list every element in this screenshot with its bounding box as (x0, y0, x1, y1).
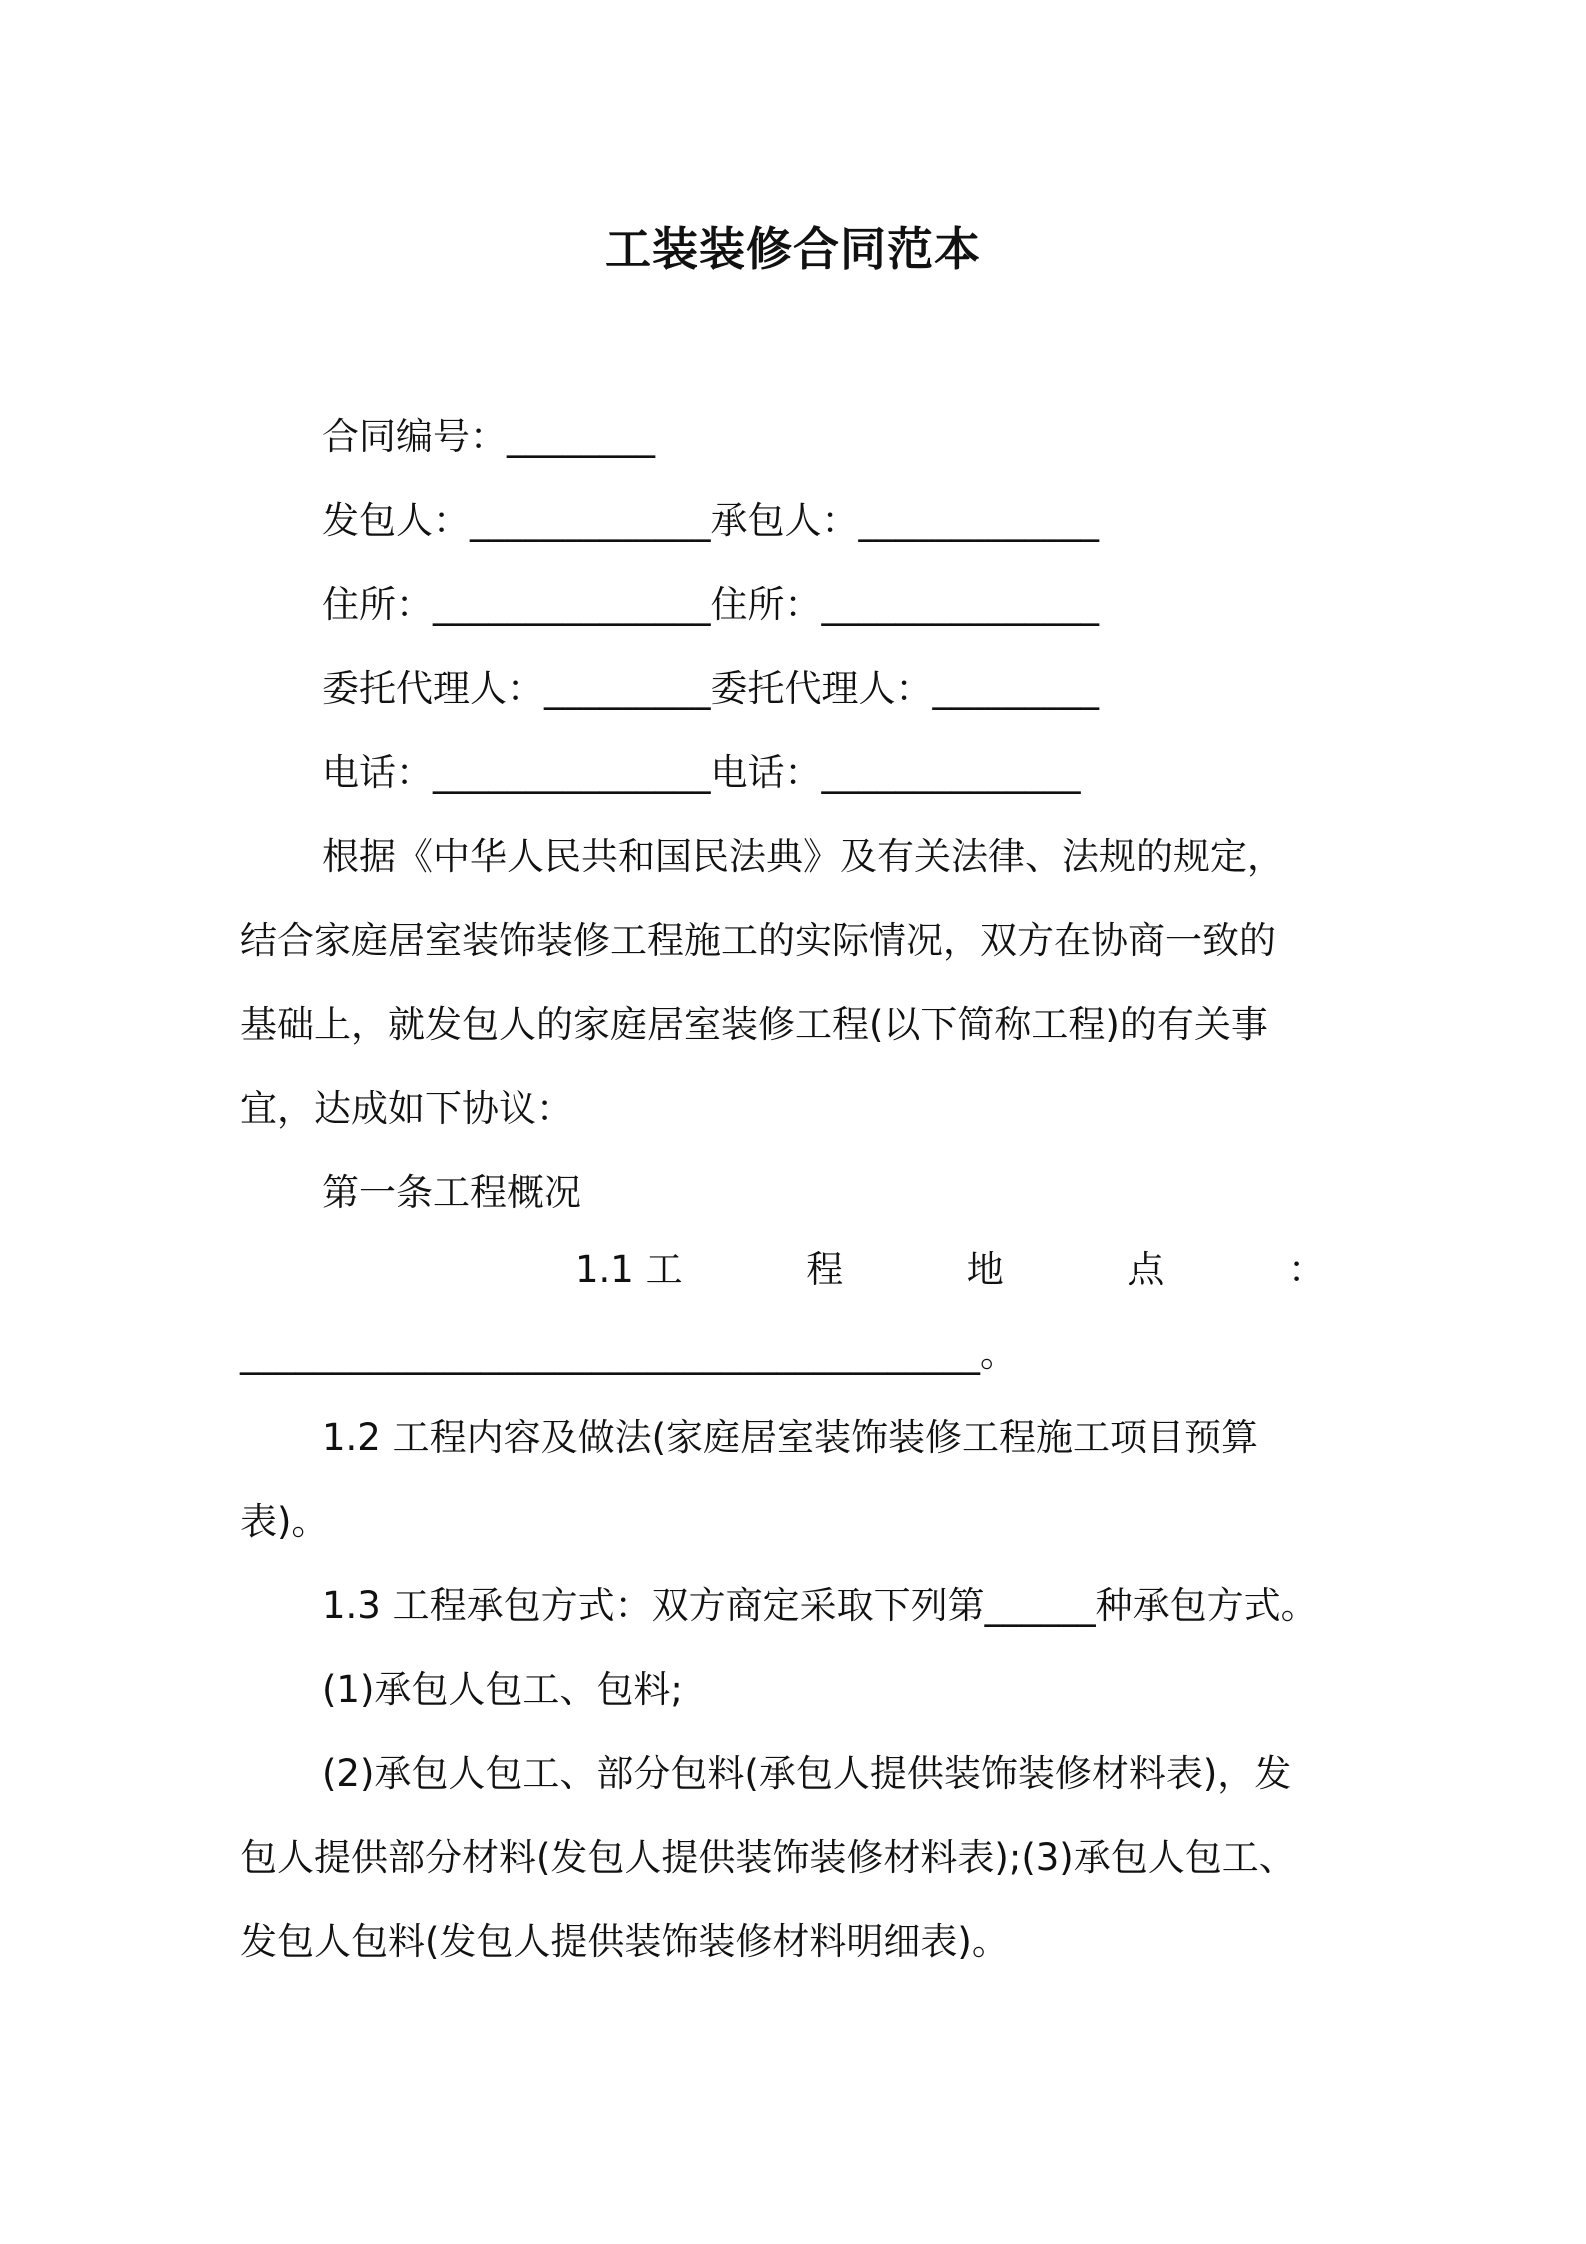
contract-number-line: 合同编号：________ (322, 415, 655, 458)
option-2-line-2: 包人提供部分材料(发包人提供装饰装修材料表);(3)承包人包工、 (240, 1836, 1296, 1879)
page-title: 工装装修合同范本 (605, 222, 981, 276)
item-1-3: 1.3 工程承包方式：双方商定采取下列第______种承包方式。 (322, 1584, 1318, 1627)
option-2-line-1: (2)承包人包工、部分包料(承包人提供装饰装修材料表)，发 (322, 1752, 1292, 1795)
preamble-line-1: 根据《中华人民共和国民法典》及有关法律、法规的规定， (322, 835, 1284, 878)
party-line: 发包人：_____________承包人：_____________ (322, 499, 1099, 542)
preamble-line-4: 宜，达成如下协议： (240, 1087, 573, 1130)
item-1-1-blank: ________________________________________。 (240, 1332, 1017, 1375)
item-1-1-char: 点 (1127, 1248, 1165, 1291)
agent-line: 委托代理人：_________委托代理人：_________ (322, 667, 1099, 710)
phone-line: 电话：_______________电话：______________ (322, 751, 1081, 794)
item-1-1-label (575, 1245, 1325, 1295)
address-line: 住所：_______________住所：_______________ (322, 583, 1099, 626)
item-1-1-char: ： (1287, 1248, 1325, 1291)
item-1-2-line-1: 1.2 工程内容及做法(家庭居室装饰装修工程施工项目预算 (322, 1416, 1259, 1459)
item-1-1-char: 1.1 工 (575, 1248, 683, 1291)
article-1-heading: 第一条工程概况 (322, 1171, 581, 1214)
preamble-line-3: 基础上，就发包人的家庭居室装修工程(以下简称工程)的有关事 (240, 1003, 1268, 1046)
item-1-1-char: 程 (806, 1248, 844, 1291)
preamble-line-2: 结合家庭居室装饰装修工程施工的实际情况，双方在协商一致的 (240, 919, 1276, 962)
option-1: (1)承包人包工、包料; (322, 1668, 683, 1711)
item-1-1-char: 地 (966, 1248, 1004, 1291)
option-3-line: 发包人包料(发包人提供装饰装修材料明细表)。 (240, 1920, 1009, 1963)
item-1-2-line-2: 表)。 (240, 1500, 329, 1543)
